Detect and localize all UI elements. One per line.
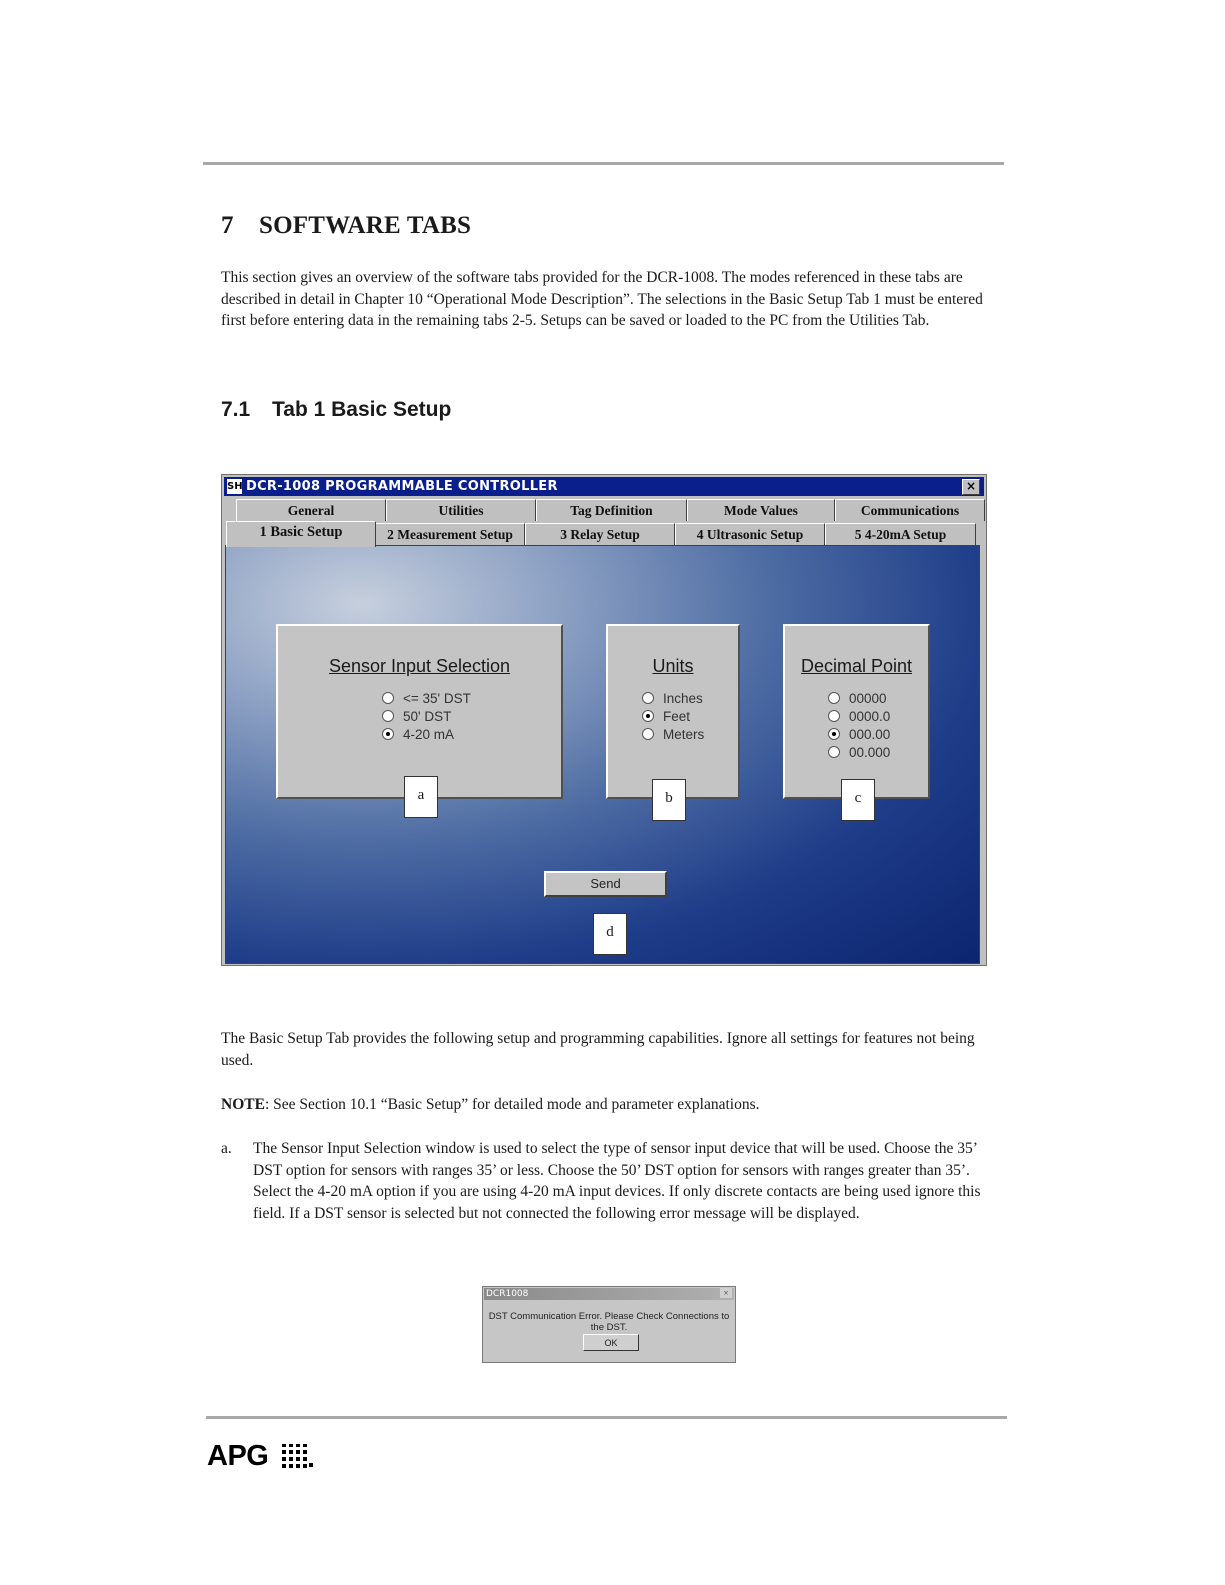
tab-ultrasonic-setup[interactable]: 4 Ultrasonic Setup <box>675 523 825 545</box>
subsection-heading <box>221 398 451 422</box>
section-number: 7 <box>221 212 234 239</box>
subsection-title: Tab 1 Basic Setup <box>272 398 452 421</box>
radio-icon[interactable] <box>642 728 654 740</box>
app-titlebar <box>224 477 984 496</box>
sensor-option-50-dst[interactable]: 50' DST <box>382 709 451 724</box>
radio-icon[interactable] <box>828 746 840 758</box>
tab-utilities[interactable]: Utilities <box>386 499 536 521</box>
units-option-feet[interactable]: Feet <box>642 709 690 724</box>
apg-logo-grid-icon <box>282 1444 308 1468</box>
close-icon[interactable]: × <box>962 479 980 495</box>
units-title: Units <box>652 656 694 676</box>
callout-d: d <box>593 913 627 955</box>
radio-icon[interactable] <box>642 692 654 704</box>
list-item-a-label: a. <box>221 1140 232 1157</box>
tab-relay-setup[interactable]: 3 Relay Setup <box>525 523 675 545</box>
error-dialog-message: DST Communication Error. Please Check Connections to the DST. <box>488 1311 730 1333</box>
tab-general[interactable]: General <box>236 499 386 521</box>
sensor-input-title: Sensor Input Selection <box>328 656 511 676</box>
send-button[interactable]: Send <box>544 871 667 897</box>
callout-c: c <box>841 779 875 821</box>
footer-rule <box>206 1416 1007 1419</box>
tab-communications[interactable]: Communications <box>835 499 985 521</box>
list-item-a <box>221 1138 1001 1224</box>
note-text: : See Section 10.1 “Basic Setup” for detailed mode and parameter explanations. <box>264 1096 760 1113</box>
note-paragraph <box>221 1094 1001 1116</box>
ok-button[interactable]: OK <box>583 1334 639 1351</box>
error-dialog <box>482 1286 736 1363</box>
intro-paragraph: This section gives an overview of the software tabs provided for the DCR-1008. The modes referenced in these tabs are described in detail in Chapter 10 “Operational Mode Description”. The selections in the Basic Setup Tab 1 must be entered first before entering data in the remaining tabs 2-5. Setups can be saved or loaded to the PC from the Utilities Tab. <box>221 269 983 330</box>
radio-selected-icon[interactable] <box>642 710 654 722</box>
radio-icon[interactable] <box>828 710 840 722</box>
units-group <box>606 624 740 799</box>
callout-b: b <box>652 779 686 821</box>
tab-4-20ma-setup[interactable]: 5 4-20mA Setup <box>825 523 976 545</box>
tab-tag-definition[interactable]: Tag Definition <box>536 499 687 521</box>
decimal-option-00000[interactable]: 00000 <box>828 691 887 706</box>
units-option-inches[interactable]: Inches <box>642 691 703 706</box>
callout-a: a <box>404 776 438 818</box>
apg-logo-dot-icon <box>309 1463 313 1467</box>
tab-basic-setup[interactable]: 1 Basic Setup <box>226 521 376 547</box>
basic-setup-description: The Basic Setup Tab provides the following setup and programming capabilities. Ignore all settings for features not being used. <box>221 1030 975 1069</box>
decimal-option-00-000[interactable]: 00.000 <box>828 745 890 760</box>
radio-selected-icon[interactable] <box>828 728 840 740</box>
radio-selected-icon[interactable] <box>382 728 394 740</box>
decimal-option-0000-0[interactable]: 0000.0 <box>828 709 890 724</box>
header-rule <box>203 162 1004 165</box>
note-label: NOTE <box>221 1096 265 1113</box>
app-title: DCR-1008 PROGRAMMABLE CONTROLLER <box>246 479 558 494</box>
section-heading <box>221 212 471 240</box>
subsection-number: 7.1 <box>221 398 251 421</box>
radio-icon[interactable] <box>382 710 394 722</box>
error-dialog-titlebar: DCR1008 <box>484 1288 734 1300</box>
units-option-meters[interactable]: Meters <box>642 727 704 742</box>
sensor-option-4-20ma[interactable]: 4-20 mA <box>382 727 454 742</box>
tab-measurement-setup[interactable]: 2 Measurement Setup <box>375 523 525 545</box>
decimal-point-group <box>783 624 930 799</box>
apg-logo: APG <box>207 1440 269 1472</box>
radio-icon[interactable] <box>382 692 394 704</box>
sensor-option-35-dst[interactable]: <= 35' DST <box>382 691 471 706</box>
dialog-close-icon[interactable]: × <box>720 1288 732 1298</box>
app-icon: SH <box>227 481 243 492</box>
list-item-a-text: The Sensor Input Selection window is used to select the type of sensor input device that will be used. Choose the 35’ DST option for sensors with ranges 35’ or less. Choose the 50’ DST option for sensors with ranges greater than 35’. Select the 4-20 mA option if you are using 4-20 mA input devices. If only discrete contacts are being used ignore this field. If a DST sensor is selected but not connected the following error message will be displayed. <box>253 1140 981 1222</box>
radio-icon[interactable] <box>828 692 840 704</box>
decimal-option-000-00[interactable]: 000.00 <box>828 727 890 742</box>
tab-mode-values[interactable]: Mode Values <box>687 499 835 521</box>
decimal-point-title: Decimal Point <box>800 656 913 676</box>
section-title: SOFTWARE TABS <box>259 212 472 239</box>
sensor-input-group <box>276 624 563 799</box>
